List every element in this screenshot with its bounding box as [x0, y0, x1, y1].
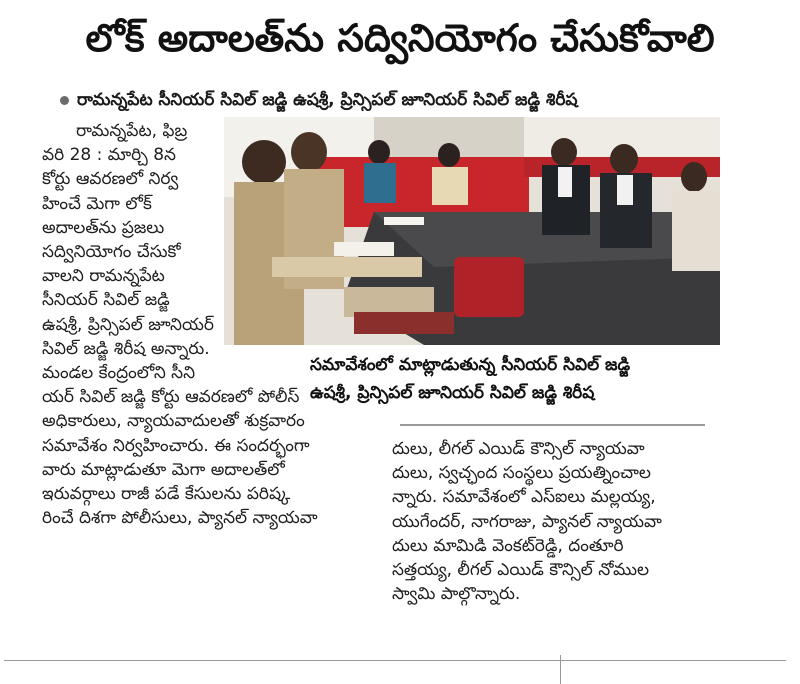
- article-body-right: [392, 437, 730, 606]
- body-line: వారు మాట్లాడుతూ మెగా అదాలత్‌లో: [42, 459, 285, 480]
- body-line: దులు, స్వచ్ఛంద సంస్థలు ప్రయత్నించాల: [392, 463, 651, 484]
- body-line: కోర్టు ఆవరణలో నిర్వ: [42, 169, 179, 190]
- body-line: సమావేశం నిర్వహించారు. ఈ సందర్భంగా: [42, 435, 310, 456]
- body-line: మండల కేంద్రంలోని సీని: [42, 363, 196, 384]
- subheadline: [60, 88, 780, 112]
- body-line: వరి 28 : మార్చి 8న: [42, 145, 176, 166]
- body-line: వాలని రామన్నపేట: [42, 266, 165, 287]
- subheadline-text: రామన్నపేట సీనియర్ సివిల్ జడ్జి ఉషశ్రీ, ప్రిన్సిపల్ జూనియర్ సివిల్ జడ్జి శిరీష: [77, 90, 578, 110]
- caption-line: ఉషశ్రీ, ప్రిన్సిపల్ జూనియర్ సివిల్ జడ్జి శిరీష: [310, 383, 595, 403]
- column-divider: [560, 655, 561, 684]
- body-line: యర్ సివిల్ జడ్జి కోర్టు ఆవరణలో పోలీస్: [42, 387, 300, 408]
- body-line: యుగేందర్, నాగరాజు, ప్యానల్ న్యాయవా: [392, 511, 662, 532]
- body-line: ఇరువర్గాలు రాజీ పడే కేసులను పరిష్క: [42, 484, 291, 505]
- caption-divider: [400, 424, 705, 426]
- body-line: దులు, లీగల్ ఎయిడ్ కౌన్సిల్ న్యాయవా: [392, 439, 645, 459]
- body-line: సత్తయ్య, లీగల్ ఎయిడ్ కౌన్సిల్ నోముల: [392, 560, 650, 581]
- caption-line: సమావేశంలో మాట్లాడుతున్న సీనియర్ సివిల్ జడ్జి: [310, 355, 631, 375]
- body-line: అధికారులు, న్యాయవాదులతో శుక్రవారం: [42, 411, 305, 432]
- body-line: రామన్నపేట, ఫిబ్ర: [76, 121, 188, 141]
- body-line: అదాలత్‌ను ప్రజలు: [42, 217, 165, 238]
- photo-caption: [310, 351, 730, 407]
- body-line: న్నారు. సమావేశంలో ఎస్ఐలు మల్లయ్య,: [392, 487, 656, 508]
- news-photo: [224, 117, 720, 345]
- body-line: సద్వినియోగం చేసుకో: [42, 242, 181, 263]
- body-line: ఉషశ్రీ, ప్రిన్సిపల్ జూనియర్: [42, 314, 214, 335]
- body-line: రించే దిశగా పోలీసులు, ప్యానల్ న్యాయవా: [42, 508, 318, 529]
- body-line: సివిల్ జడ్జి శిరీష అన్నారు.: [42, 338, 210, 359]
- body-line: దులు మామిడి వెంకట్‌రెడ్డి, దంతూరి: [392, 535, 624, 556]
- headline: లోక్ అదాలత్‌ను సద్వినియోగం చేసుకోవాలి: [85, 16, 715, 60]
- page-divider: [4, 660, 786, 661]
- bullet-icon: [60, 96, 69, 105]
- body-line: సీనియర్ సివిల్ జడ్జి: [42, 290, 170, 311]
- body-line: హించే మెగా లోక్: [42, 193, 152, 214]
- body-line: స్వామి పాల్గొన్నారు.: [392, 584, 521, 605]
